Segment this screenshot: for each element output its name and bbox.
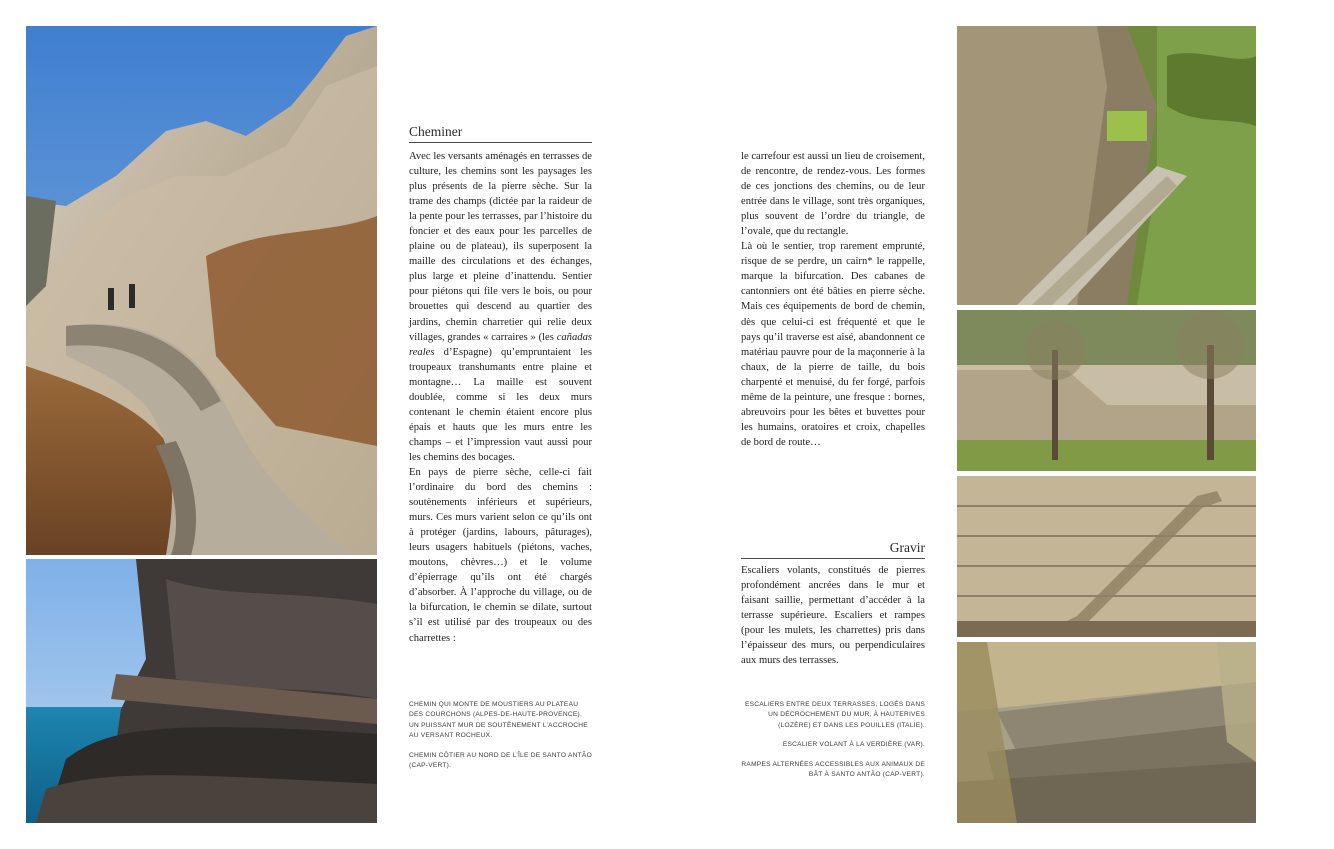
left-text-column [409, 149, 592, 646]
photo-coastal-path [26, 559, 377, 823]
body-paragraph: Avec les versants aménagés en terrasses de culture, les chemins sont les paysages les plus présents de la pierre sèche. Sur la trame des champs (dictée par la raideur de la pente pour les terrasses, par l’histoire du foncier et des eaux pour les parcelles de plaine ou de plateau), ils superposent la maille des circulations et des échanges, plus large et pleine d’inattendu. Sentier pour piétons qui file vers le bois, ou pour brouettes qui descend au quartier des jardins, chemin charretier qui relie deux villages, grandes « carraires » (les cañadas reales d’Espagne) qu’empruntaient les troupeaux transhumants entre plaine et montagne… La maille est souvent doublée, comme si les deux murs contenant le chemin étaient encore plus épais et hauts que les murs entre les champs – et l’impression vaut aussi pour les chemins des bocages. [409, 151, 592, 463]
caption-mountain-path: CHEMIN QUI MONTE DE MOUSTIERS AU PLATEAU DES COURCHONS (ALPES-DE-HAUTE-PROVENCE). UN PUISSANT MUR DE SOUTÈNEMENT L’ACCROCHE AU VERSANT ROCHEUX. [409, 701, 588, 740]
body-paragraph: Là où le sentier, trop rarement emprunté, risque de se perdre, un cairn* le rappelle, marque la bifurcation. Des cabanes de cantonniers ont été bâties en pierre sèche. Mais ces équipements de bord de chemin, dès que celui-ci est fréquenté et que le pays qu’il traverse est aisé, abandonnent ce matériau pauvre pour de la maçonnerie à la chaux, de la pierre de taille, du bois charpenté et menuisé, du fer forgé, parfois même de la peinture, une fresque : bornes, abreuvoirs pour les bêtes et buvettes pour les humains, oratoires et croix, chapelles de bord de route… [741, 241, 925, 448]
caption-ramps: RAMPES ALTERNÉES ACCESSIBLES AUX ANIMAUX DE BÂT À SANTO ANTÃO (CAP-VERT). [741, 760, 925, 779]
photo-mountain-path [26, 26, 377, 555]
body-paragraph: le carrefour est aussi un lieu de croisement, de rencontre, de rendez-vous. Les formes de ces jonctions des chemins, ou de leur entrée dans le village, sont très organiques, plus souvent de l’ordre du triangle, de l’ovale, que du rectangle. [741, 151, 925, 238]
caption-stairs-terraces: ESCALIERS ENTRE DEUX TERRASSES, LOGÉS DANS UN DÉCROCHEMENT DU MUR, À HAUTERIVES (LOZÈRE) ET DANS LES POUILLES (ITALIE). [744, 701, 925, 729]
section-heading-cheminer: Cheminer [409, 124, 592, 143]
photo-terrace-wall-orchard [957, 310, 1256, 471]
caption-flying-stair: ESCALIER VOLANT À LA VERDIÈRE (VAR). [782, 741, 925, 749]
body-paragraph: Escaliers volants, constitués de pierres profondément ancrées dans le mur et faisant saillie, permettant d’accéder à la terrasse supérieure. Escaliers et rampes (pour les mulets, les charrettes) pris dans l’épaisseur des murs, ou perpendiculaires aux murs des terrasses. [741, 565, 925, 667]
section-heading-gravir: Gravir [741, 540, 925, 559]
photo-flying-staircase [957, 476, 1256, 637]
photo-stone-stairs-garden [957, 26, 1256, 305]
body-paragraph: En pays de pierre sèche, celle-ci fait l’ordinaire du bord des chemins : soutènements inférieurs et supérieurs, murs. Ces murs varient selon ce qu’ils ont à protéger (jardins, labours, pâturages), leurs usagers habituels (piétons, vaches, moutons, chèvres…) et le volume d’épierrage qu’ils ont été chargés d’absorber. À l’approche du village, ou de la bifurcation, le chemin se dilate, surtout s’il est utilisé par des troupeaux ou des charrettes : [409, 466, 592, 644]
gravir-text-column [741, 563, 925, 668]
left-captions [409, 700, 592, 780]
caption-coastal-path: CHEMIN CÔTIER AU NORD DE L’ÎLE DE SANTO ANTÃO (CAP-VERT). [409, 751, 592, 770]
right-captions [741, 700, 925, 789]
right-text-column [741, 149, 925, 450]
photo-alternating-ramps [957, 642, 1256, 823]
